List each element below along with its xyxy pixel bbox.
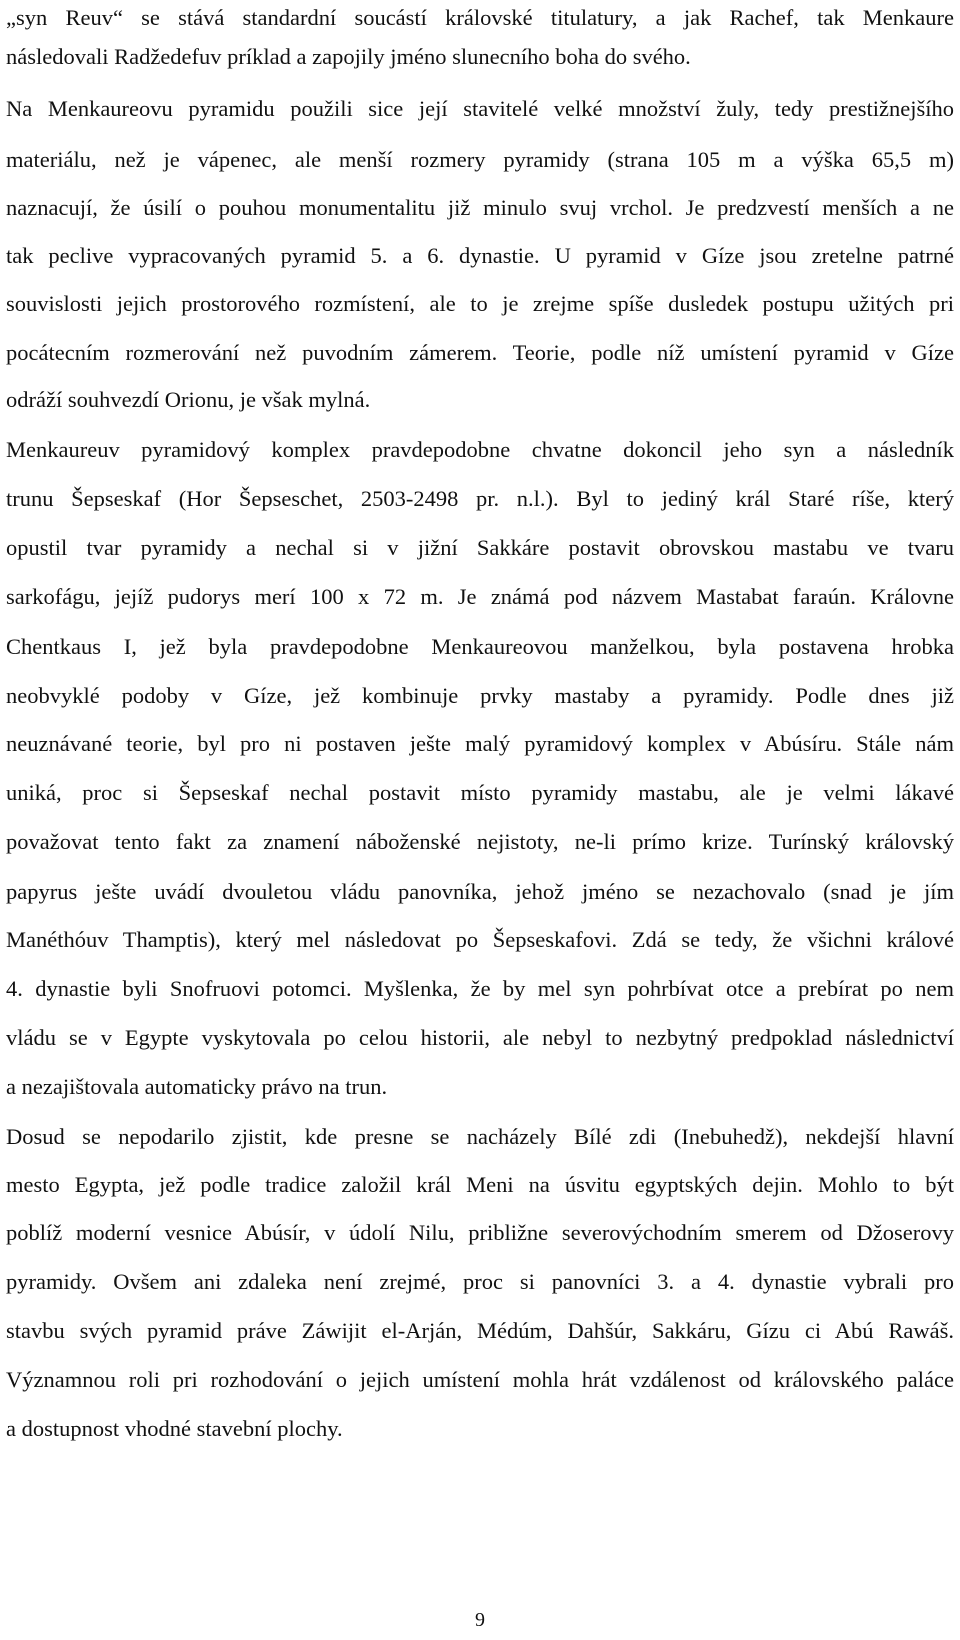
text-line: neuznávané teorie, byl pro ni postaven ješte malý pyramidový komplex v Abúsíru. Stále nám [6,731,954,756]
text-line: následovali Radžedefuv príklad a zapojily jméno slunecního boha do svého. [6,44,691,69]
page-number: 9 [475,1609,485,1631]
text-line: Na Menkaureovu pyramidu použili sice její stavitelé velké množství žuly, tedy prestižnejšího [6,96,954,121]
text-line: Manéthóuv Thamptis), který mel následovat po Šepseskafovi. Zdá se tedy, že všichni králové [6,927,954,952]
text-line: Menkaureuv pyramidový komplex pravdepodobne chvatne dokoncil jeho syn a následník [6,437,954,462]
text-line: Významnou roli pri rozhodování o jejich umístení mohla hrát vzdálenost od královského paláce [6,1367,954,1392]
text-line: vládu se v Egypte vyskytovala po celou historii, ale nebyl to nezbytný predpoklad následnictví [6,1025,954,1050]
text-line: považovat tento fakt za znamení náboženské nejistoty, ne-li prímo krize. Turínský královský [6,829,954,854]
text-line: 4. dynastie byli Snofruovi potomci. Myšlenka, že by mel syn pohrbívat otce a prebírat po nem [6,976,954,1001]
text-line: a dostupnost vhodné stavební plochy. [6,1416,343,1441]
text-line: materiálu, než je vápenec, ale menší rozmery pyramidy (strana 105 m a výška 65,5 m) [6,147,954,172]
text-line: uniká, proc si Šepseskaf nechal postavit místo pyramidy mastabu, ale je velmi lákavé [6,780,954,805]
text-line: opustil tvar pyramidy a nechal si v jižní Sakkáre postavit obrovskou mastabu ve tvaru [6,535,954,560]
text-line: mesto Egypta, jež podle tradice založil král Meni na úsvitu egyptských dejin. Mohlo to být [6,1172,954,1197]
text-line: „syn Reuv“ se stává standardní soucástí královské titulatury, a jak Rachef, tak Menkaure [6,5,954,30]
text-line: neobvyklé podoby v Gíze, jež kombinuje prvky mastaby a pyramidy. Podle dnes již [6,683,954,708]
text-line: tak peclive vypracovaných pyramid 5. a 6. dynastie. U pyramid v Gíze jsou zretelne patrné [6,243,954,268]
page-text-column [6,0,954,1640]
text-line: stavbu svých pyramid práve Záwijit el-Arján, Médúm, Dahšúr, Sakkáru, Gízu ci Abú Rawáš. [6,1318,954,1343]
text-line: souvislosti jejich prostorového rozmístení, ale to je zrejme spíše dusledek postupu užitých pri [6,291,954,316]
text-line: sarkofágu, jejíž pudorys merí 100 x 72 m. Je známá pod názvem Mastabat faraún. Královne [6,584,954,609]
text-line: pyramidy. Ovšem ani zdaleka není zrejmé, proc si panovníci 3. a 4. dynastie vybrali pro [6,1269,954,1294]
text-line: odráží souhvezdí Orionu, je však mylná. [6,387,371,412]
text-line: pocátecním rozmerování než puvodním zámerem. Teorie, podle níž umístení pyramid v Gíze [6,340,954,365]
text-line: Dosud se nepodarilo zjistit, kde presne se nacházely Bílé zdi (Inebuhedž), nekdejší hlavní [6,1124,954,1149]
text-line: trunu Šepseskaf (Hor Šepseschet, 2503-2498 pr. n.l.). Byl to jediný král Staré ríše, který [6,486,954,511]
text-line: a nezajištovala automaticky právo na trun. [6,1074,388,1099]
text-line: Chentkaus I, jež byla pravdepodobne Menkaureovou manželkou, byla postavena hrobka [6,634,954,659]
text-line: papyrus ješte uvádí dvouletou vládu panovníka, jehož jméno se nezachovalo (snad je jím [6,879,954,904]
text-line: poblíž moderní vesnice Abúsír, v údolí Nilu, približne severovýchodním smerem od Džoserovy [6,1220,954,1245]
text-line: naznacují, že úsilí o pouhou monumentalitu již minulo svuj vrchol. Je predzvestí menších a ne [6,195,954,220]
